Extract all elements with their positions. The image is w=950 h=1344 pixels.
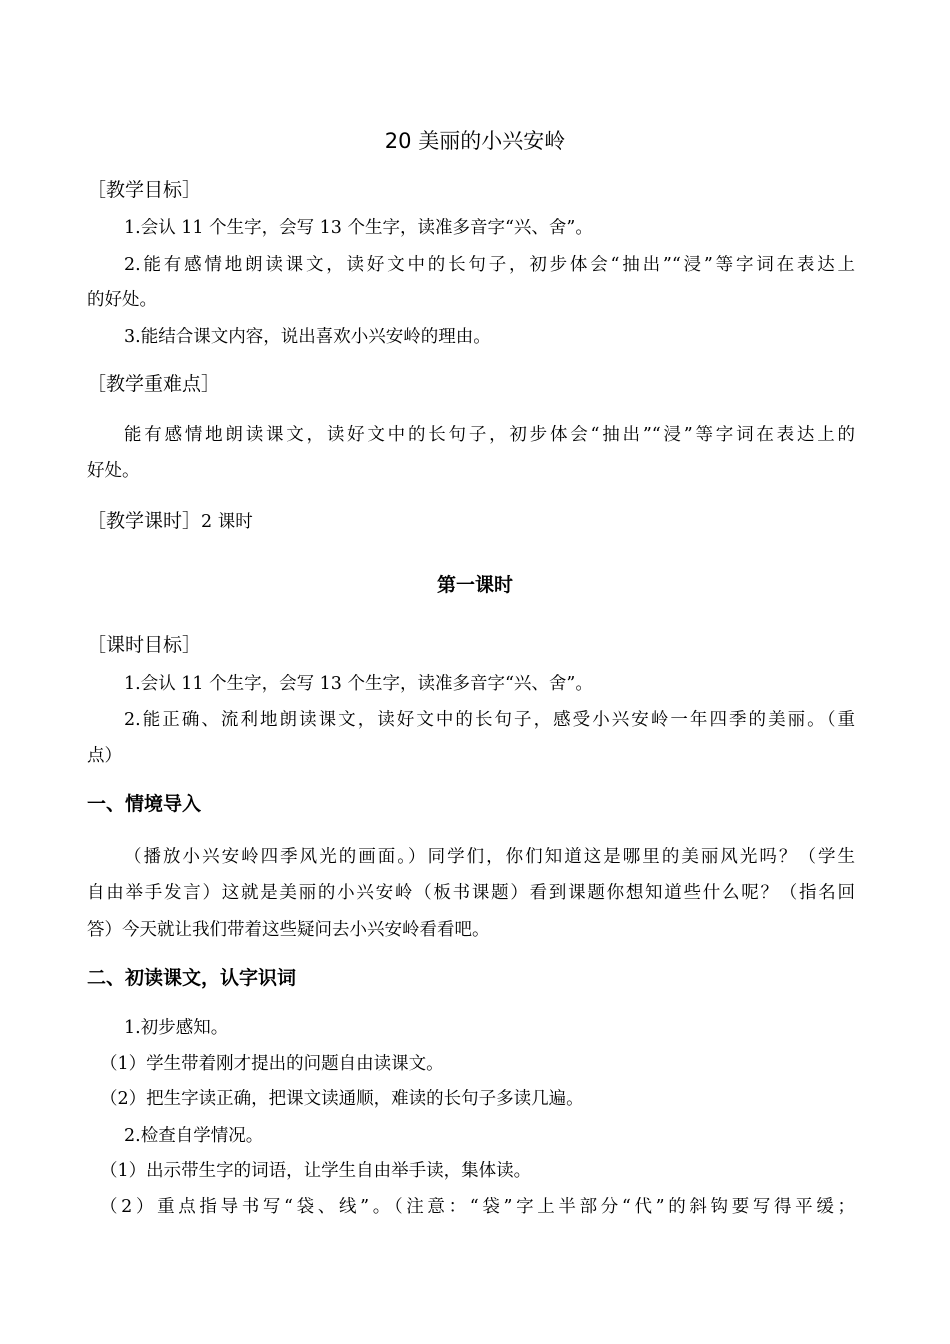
- teaching-hours-value: 2 课时: [201, 512, 253, 532]
- key-points-heading: ［教学重难点］: [87, 373, 221, 395]
- section-paragraph: （播放小兴安岭四季风光的画面。）同学们，你们知道这是哪里的美丽风光吗？（学生: [124, 847, 855, 867]
- goal-item: 2.能有感情地朗读课文，读好文中的长句子，初步体会“抽出”“浸”等字词在表达上: [124, 255, 855, 275]
- sub-step-item: （2）把生字读正确，把课文读通顺，难读的长句子多读几遍。: [100, 1089, 584, 1109]
- section-paragraph: 自由举手发言）这就是美丽的小兴安岭（板书课题）看到课题你想知道些什么呢？（指名回: [87, 883, 855, 903]
- sub-step-item: （1）学生带着刚才提出的问题自由读课文。: [100, 1054, 444, 1074]
- goal-item: 3.能结合课文内容，说出喜欢小兴安岭的理由。: [124, 327, 491, 347]
- lesson-goal-item: 1.会认 11 个生字，会写 13 个生字，读准多音字“兴、舍”。: [124, 674, 593, 694]
- section-heading: 一、情境导入: [87, 793, 202, 815]
- sub-step-item: （2）重点指导书写“袋、线”。（注意：“袋”字上半部分“代”的斜钩要写得平缓；: [100, 1197, 855, 1217]
- goal-item-continued: 的好处。: [87, 290, 157, 310]
- lesson-title: 第一课时: [436, 574, 513, 596]
- lesson-goal-item-continued: 点）: [87, 746, 122, 766]
- lesson-goal-item: 2.能正确、流利地朗读课文，读好文中的长句子，感受小兴安岭一年四季的美丽。（重: [124, 710, 855, 730]
- key-points-text: 能有感情地朗读课文，读好文中的长句子，初步体会“抽出”“浸”等字词在表达上的: [124, 425, 855, 445]
- goal-item: 1.会认 11 个生字，会写 13 个生字，读准多音字“兴、舍”。: [124, 218, 593, 238]
- teaching-goals-heading: ［教学目标］: [87, 179, 202, 201]
- document-title: 20 美丽的小兴安岭: [384, 129, 566, 153]
- lesson-goals-heading: ［课时目标］: [87, 634, 202, 656]
- step-item: 2.检查自学情况。: [124, 1126, 264, 1146]
- teaching-hours-heading: ［教学课时］: [87, 510, 202, 532]
- key-points-text: 好处。: [87, 461, 140, 481]
- section-paragraph: 答）今天就让我们带着这些疑问去小兴安岭看看吧。: [87, 920, 490, 940]
- sub-step-item: （1）出示带生字的词语，让学生自由举手读，集体读。: [100, 1161, 532, 1181]
- teaching-hours: [87, 509, 855, 534]
- section-heading: 二、初读课文，认字识词: [87, 967, 297, 989]
- step-item: 1.初步感知。: [124, 1018, 229, 1038]
